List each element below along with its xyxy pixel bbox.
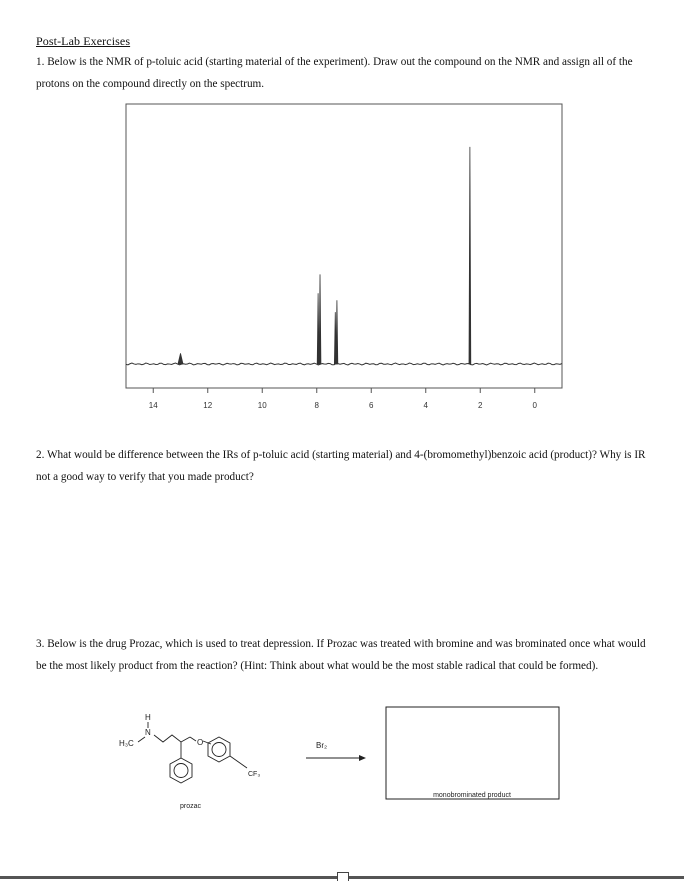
question-2-text: 2. What would be difference between the IRs of p-toluic acid (starting material) and 4-(bromomethyl)benzoic acid (product)? Why is IR not a good way to verify that you made product?	[36, 449, 646, 483]
nmr-ticks	[149, 388, 538, 408]
aryl-ring	[208, 737, 230, 762]
reagent-label: Br₂	[316, 741, 328, 750]
prozac-bonds	[138, 722, 247, 783]
nmr-peak	[336, 300, 338, 364]
page-heading: Post-Lab Exercises	[36, 34, 131, 48]
nmr-peaks	[178, 147, 471, 364]
reaction-scheme	[110, 700, 570, 840]
nh-hydrogen-label: H	[145, 713, 151, 722]
phenyl-ring-aromatic	[174, 764, 188, 778]
x-tick-label: 12	[203, 401, 213, 408]
cf3-bond	[230, 756, 247, 768]
cf3-label: CF₃	[248, 771, 261, 778]
x-tick-label: 4	[423, 401, 428, 408]
phenyl-ring	[170, 758, 192, 783]
drug-name-label: prozac	[180, 803, 202, 810]
nitrogen-label: N	[145, 728, 151, 737]
nmr-peak	[178, 353, 183, 364]
x-tick-label: 0	[532, 401, 537, 408]
oxygen-label: O	[197, 738, 204, 747]
reaction-arrow	[306, 755, 366, 761]
nmr-frame	[126, 104, 562, 388]
nmr-peak	[469, 147, 471, 364]
propyl-chain	[154, 735, 190, 742]
nmr-peak	[317, 293, 319, 364]
x-tick-label: 2	[478, 401, 483, 408]
nmr-peak	[319, 274, 321, 364]
x-tick-label: 10	[257, 401, 267, 408]
nmr-baseline	[126, 363, 562, 365]
n-methyl-bond	[138, 737, 145, 742]
question-3-text: 3. Below is the drug Prozac, which is used to treat depression. If Prozac was treated with bromine and was brominated once what would be the most likely product from the reaction? (Hint: Think about what would be the most stable radical that could be formed).	[36, 638, 646, 672]
nmr-spectrum	[122, 102, 566, 408]
aryl-ring-aromatic	[212, 743, 226, 757]
x-tick-label: 14	[148, 401, 158, 408]
x-tick-label: 8	[314, 401, 319, 408]
ether-bond-left	[190, 737, 196, 741]
x-tick-label: 6	[369, 401, 374, 408]
answer-box[interactable]	[386, 707, 559, 799]
methyl-label: H₃C	[119, 739, 134, 748]
answer-box-label: monobrominated product	[433, 792, 511, 799]
question-1-text: 1. Below is the NMR of p-toluic acid (starting material of the experiment). Draw out the compound on the NMR and assign all of the protons on the compound directly on the spectrum.	[36, 56, 633, 90]
prozac-structure	[119, 713, 260, 810]
